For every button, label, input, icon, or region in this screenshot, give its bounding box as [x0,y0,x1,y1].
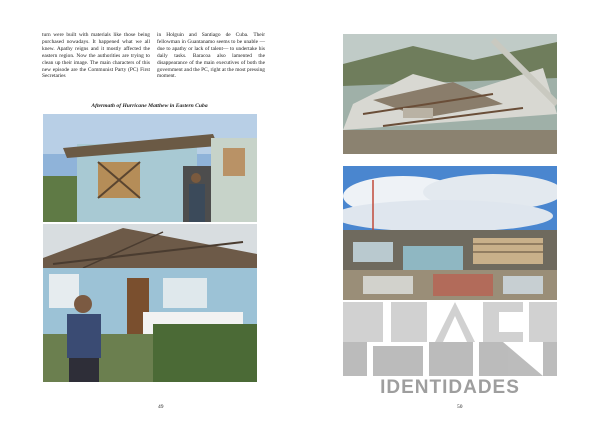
page-number-right: 50 [457,404,463,410]
photo-collapsed-rubble [343,34,557,154]
column-1-text: turn were built with materials like those being purchased nowadays. It happened what we all knew. Apathy reigns and it mostly affected the eastern region. Now the authorities are trying to clean up their image. The main characters of this new episode are the Communist Party (PC) First Secretaries [42,32,150,80]
logo-text: IDENTIDADES [380,377,520,398]
text-column-1 [42,32,150,80]
page-number-left: 49 [158,404,164,410]
photo-blue-house-man [43,224,257,382]
photo-damaged-neighborhood [343,166,557,300]
text-column-2 [157,32,265,80]
identidades-logo [343,302,557,400]
column-2-text: in Holguin and Santiago de Cuba. Their fellowman in Guantanamo seems to be unable —due to apathy or lack of talent— to undertake his daily tasks. Baracoa also lamented the disappearance of the main executives of both the government and the PC, right at the most pressing moment. [157,32,265,80]
photo-caption: Aftermath of Hurricane Matthew in Eastern Cuba [91,103,208,109]
photo-damaged-house-doorway [43,114,257,222]
